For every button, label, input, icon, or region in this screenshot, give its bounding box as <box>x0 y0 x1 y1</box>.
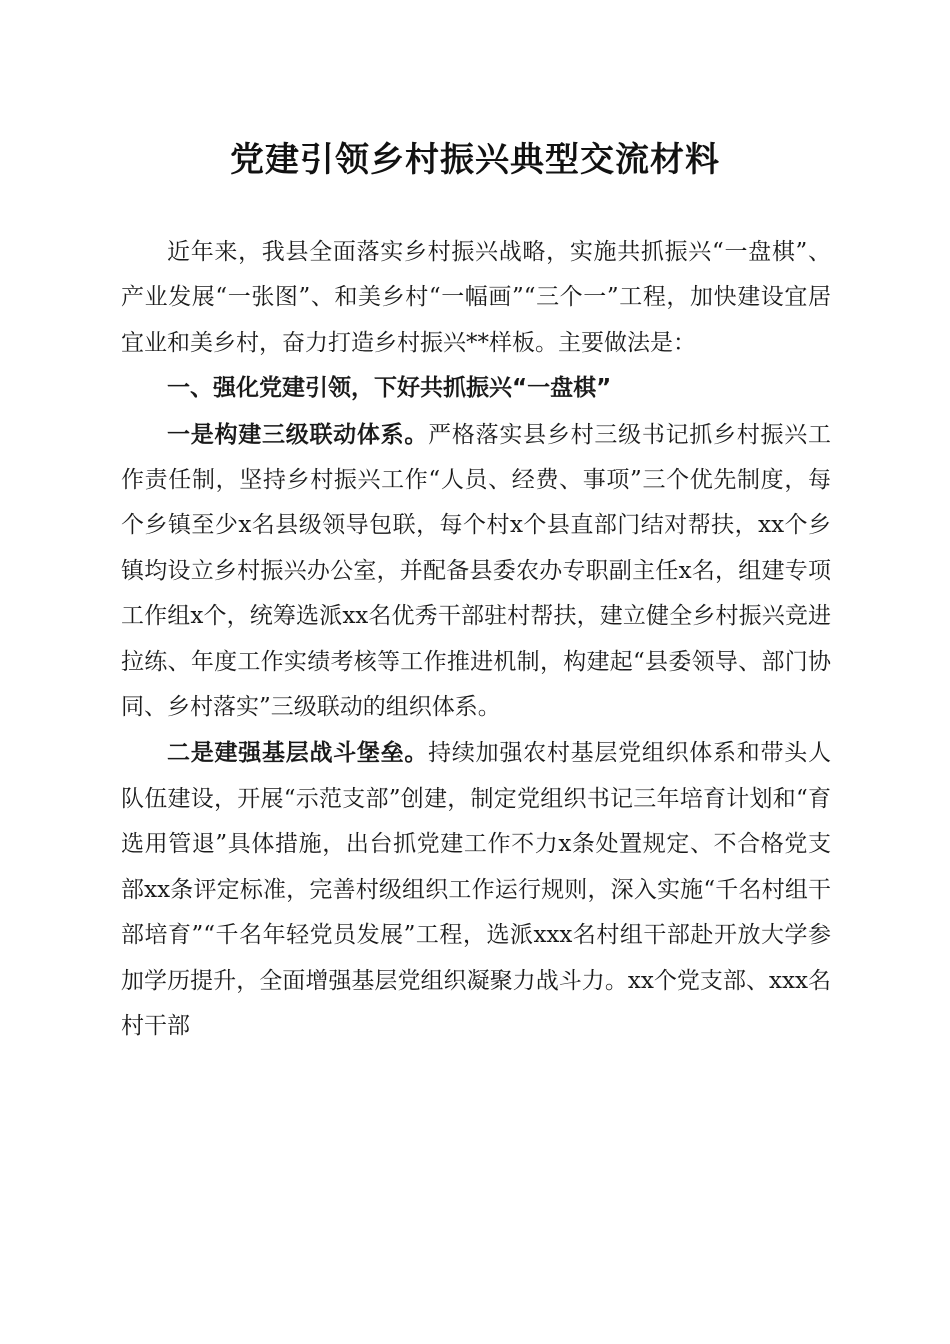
paragraph-1-lead: 一是构建三级联动体系。 <box>167 420 429 448</box>
intro-paragraph: 近年来，我县全面落实乡村振兴战略，实施共抓振兴“一盘棋”、产业发展“一张图”、和美乡村“一幅画”“三个一”工程，加快建设宜居宜业和美乡村，奋力打造乡村振兴**样板。主要做法是： <box>121 239 831 356</box>
paragraph-1 <box>121 412 831 731</box>
document-title: 党建引领乡村振兴典型交流材料 <box>230 140 720 180</box>
paragraph-2-lead: 二是建强基层战斗堡垒。 <box>167 739 429 767</box>
paragraph-1-text: 严格落实县乡村三级书记抓乡村振兴工作责任制，坚持乡村振兴工作“人员、经费、事项”三个优先制度，每个乡镇至少x名县级领导包联，每个村x个县直部门结对帮扶，xx个乡镇均设立乡村振兴办公室，并配备县委农办专职副主任x名，组建专项工作组x个，统筹选派xx名优秀干部驻村帮扶，建立健全乡村振兴竞进拉练、年度工作实绩考核等工作推进机制，构建起“县委领导、部门协同、乡村落实”三级联动的组织体系。 <box>121 421 832 721</box>
paragraph-2 <box>121 730 831 1049</box>
document-body <box>121 230 831 1049</box>
section-heading-1: 一、强化党建引领，下好共抓振兴“一盘棋” <box>167 375 612 402</box>
paragraph-2-text: 持续加强农村基层党组织体系和带头人队伍建设，开展“示范支部”创建，制定党组织书记三年培育计划和“育选用管退”具体措施，出台抓党建工作不力x条处置规定、不合格党支部xx条评定标准，完善村级组织工作运行规则，深入实施“千名村组干部培育”“千名年轻党员发展”工程，选派xxx名村组干部赴开放大学参加学历提升，全面增强基层党组织凝聚力战斗力。xx个党支部、xxx名村干部 <box>121 740 832 1039</box>
